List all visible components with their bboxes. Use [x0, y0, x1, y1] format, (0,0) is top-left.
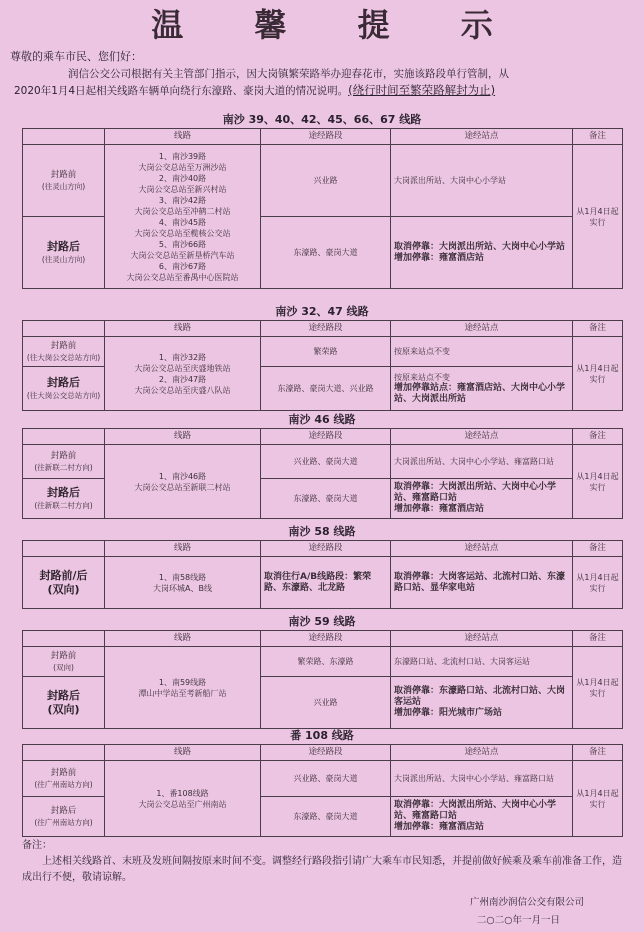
header-stops: 途经站点 [391, 631, 573, 647]
stops-before: 大岗派出所站、大岗中心小学站、雍富路口站 [391, 761, 573, 797]
header-note: 备注 [573, 541, 623, 557]
route-list: 1、南沙32路 大岗公交总站至庆盛地铁站 2、南沙47路 大岗公交总站至庆盛八队站 [105, 337, 261, 411]
company-name: 广州南沙润信公交有限公司 [469, 897, 584, 908]
stops-after: 取消停靠：大岗派出所站、大岗中心小学站、雍富路口站 增加停靠：雍富酒店站 [391, 479, 573, 519]
status-before: 封路前 (往大岗公交总站方向) [23, 337, 105, 367]
section-after: 东濠路、豪岗大道、兴业路 [261, 367, 391, 411]
table-row [23, 145, 623, 217]
header-stops: 途经站点 [391, 429, 573, 445]
header-section: 途经路段 [261, 745, 391, 761]
route-list: 1、南58线路 大岗环城A、B线 [105, 557, 261, 609]
status-after: 封路后 (往新联二村方向) [23, 479, 105, 519]
header-route: 线路 [105, 129, 261, 145]
header-note: 备注 [573, 129, 623, 145]
status-both: 封路前/后 (双向) [23, 557, 105, 609]
status-after: 封路后 (双向) [23, 677, 105, 729]
section-title: 南沙 58 线路 [288, 525, 356, 538]
section-after: 东濠路、豪岗大道 [261, 797, 391, 837]
header-section: 途经路段 [261, 429, 391, 445]
remark-label: 备注： [22, 840, 52, 851]
route-table [22, 630, 623, 729]
header-route: 线路 [105, 429, 261, 445]
header-section: 途经路段 [261, 321, 391, 337]
section-route-59 [22, 614, 622, 729]
header-stops: 途经站点 [391, 745, 573, 761]
note: 从1月4日起实行 [573, 761, 623, 837]
section-before: 兴业路、豪岗大道 [261, 445, 391, 479]
section-route-46 [22, 412, 622, 519]
section-before: 繁荣路、东濠路 [261, 647, 391, 677]
section-route-32-47 [22, 304, 622, 411]
status-before: 封路前 (往灵山方向) [23, 145, 105, 217]
route-table [22, 428, 623, 519]
footer-text: 上述相关线路首、末班及发班间隔按原来时间不变。调整经行路段指引请广大乘车市民知悉，并提前做好候乘及乘车前准备工作，造成出行不便，敬请谅解。 [22, 856, 622, 883]
section-title: 南沙 39、40、42、45、66、67 线路 [222, 113, 422, 126]
section-before: 兴业路、豪岗大道 [261, 761, 391, 797]
status-before: 封路前 (双向) [23, 647, 105, 677]
intro-underline: (绕行时间至繁荣路解封为止) [348, 83, 496, 97]
status-before: 封路前 (往广州南站方向) [23, 761, 105, 797]
section-title: 番 108 线路 [290, 729, 354, 742]
stops-before: 大岗派出所站、大岗中心小学站 [391, 145, 573, 217]
section-after: 东濠路、豪岗大道 [261, 479, 391, 519]
table-row [23, 647, 623, 677]
note: 从1月4日起实行 [573, 145, 623, 289]
header-stops: 途经站点 [391, 321, 573, 337]
header-route: 线路 [105, 745, 261, 761]
header-status [23, 541, 105, 557]
table-row [23, 557, 623, 609]
section-route-108 [22, 728, 622, 837]
table-row [23, 761, 623, 797]
route-table [22, 320, 623, 411]
note: 从1月4日起实行 [573, 557, 623, 609]
header-note: 备注 [573, 321, 623, 337]
intro-line-2: 2020年1月4日起相关线路车辆单向绕行东濠路、豪岗大道的情况说明。 [14, 85, 349, 97]
header-row [23, 129, 623, 145]
header-note: 备注 [573, 745, 623, 761]
stops-after: 取消停靠：大岗派出所站、大岗中心小学站 增加停靠：雍富酒店站 [391, 217, 573, 289]
header-status [23, 745, 105, 761]
note: 从1月4日起实行 [573, 445, 623, 519]
note: 从1月4日起实行 [573, 647, 623, 729]
route-table [22, 744, 623, 837]
header-note: 备注 [573, 631, 623, 647]
intro-paragraph [14, 66, 624, 99]
header-note: 备注 [573, 429, 623, 445]
stops-changes: 取消停靠：大岗客运站、北流村口站、东濠路口站、显华家电站 [391, 557, 573, 609]
route-list: 1、南59线路 潭山中学站至考新船厂站 [105, 647, 261, 729]
section-after: 兴业路 [261, 677, 391, 729]
header-section: 途经路段 [261, 631, 391, 647]
header-route: 线路 [105, 631, 261, 647]
stops-after: 取消停靠：东濠路口站、北流村口站、大岗客运站 增加停靠：阳光城市广场站 [391, 677, 573, 729]
status-after: 封路后 (往大岗公交总站方向) [23, 367, 105, 411]
stops-before: 大岗派出所站、大岗中心小学站、雍富路口站 [391, 445, 573, 479]
header-stops: 途经站点 [391, 129, 573, 145]
stops-before: 东濠路口站、北流村口站、大岗客运站 [391, 647, 573, 677]
header-route: 线路 [105, 321, 261, 337]
table-row [23, 445, 623, 479]
header-stops: 途经站点 [391, 541, 573, 557]
header-status [23, 129, 105, 145]
section-after: 东濠路、豪岗大道 [261, 217, 391, 289]
page-title: 温 馨 提 示 [151, 6, 523, 44]
issue-date: 二○二○年一月一日 [476, 915, 560, 926]
status-after: 封路后 (往广州南站方向) [23, 797, 105, 837]
status-before: 封路前 (往新联二村方向) [23, 445, 105, 479]
route-list: 1、番108线路 大岗公交总站至广州南站 [105, 761, 261, 837]
header-status [23, 429, 105, 445]
table-row [23, 337, 623, 367]
header-section: 途经路段 [261, 541, 391, 557]
section-title: 南沙 46 线路 [288, 413, 356, 426]
section-changes: 取消往行A/B线路段：繁荣路、东濠路、北龙路 [261, 557, 391, 609]
stops-after: 按原来站点不变 增加停靠站点：雍富酒店站、大岗中心小学站、大岗派出所站 [391, 367, 573, 411]
section-route-58 [22, 524, 622, 609]
route-table [22, 128, 623, 289]
header-status [23, 631, 105, 647]
stops-after: 取消停靠：大岗派出所站、大岗中心小学站、雍富路口站 增加停靠：雍富酒店站 [391, 797, 573, 837]
route-table [22, 540, 623, 609]
note: 从1月4日起实行 [573, 337, 623, 411]
header-status [23, 321, 105, 337]
section-before: 繁荣路 [261, 337, 391, 367]
route-list: 1、南沙39路 大岗公交总站至万洲沙站 2、南沙40路 大岗公交总站至新兴村站 3、南沙42路 大岗公交总站至冲鹤二村站 4、南沙45路 大岗公交总站至榄核公交站 5、南沙66路 大岗公交总站至新垦桥汽车站 6、南沙67路 大岗公交总站至番禺中心医院站 [105, 145, 261, 289]
section-before: 兴业路 [261, 145, 391, 217]
section-route-39-67 [22, 112, 622, 289]
header-route: 线路 [105, 541, 261, 557]
greeting: 尊敬的乘车市民、您们好： [10, 50, 142, 63]
intro-line-1: 润信公交公司根据有关主管部门指示，因大岗镇繁荣路举办迎春花市，实施该路段单行管制，从 [68, 68, 509, 80]
section-title: 南沙 59 线路 [288, 615, 356, 628]
stops-before: 按原来站点不变 [391, 337, 573, 367]
status-after: 封路后 (往灵山方向) [23, 217, 105, 289]
section-title: 南沙 32、47 线路 [275, 305, 369, 318]
header-section: 途经路段 [261, 129, 391, 145]
route-list: 1、南沙46路 大岗公交总站至新联二村站 [105, 445, 261, 519]
